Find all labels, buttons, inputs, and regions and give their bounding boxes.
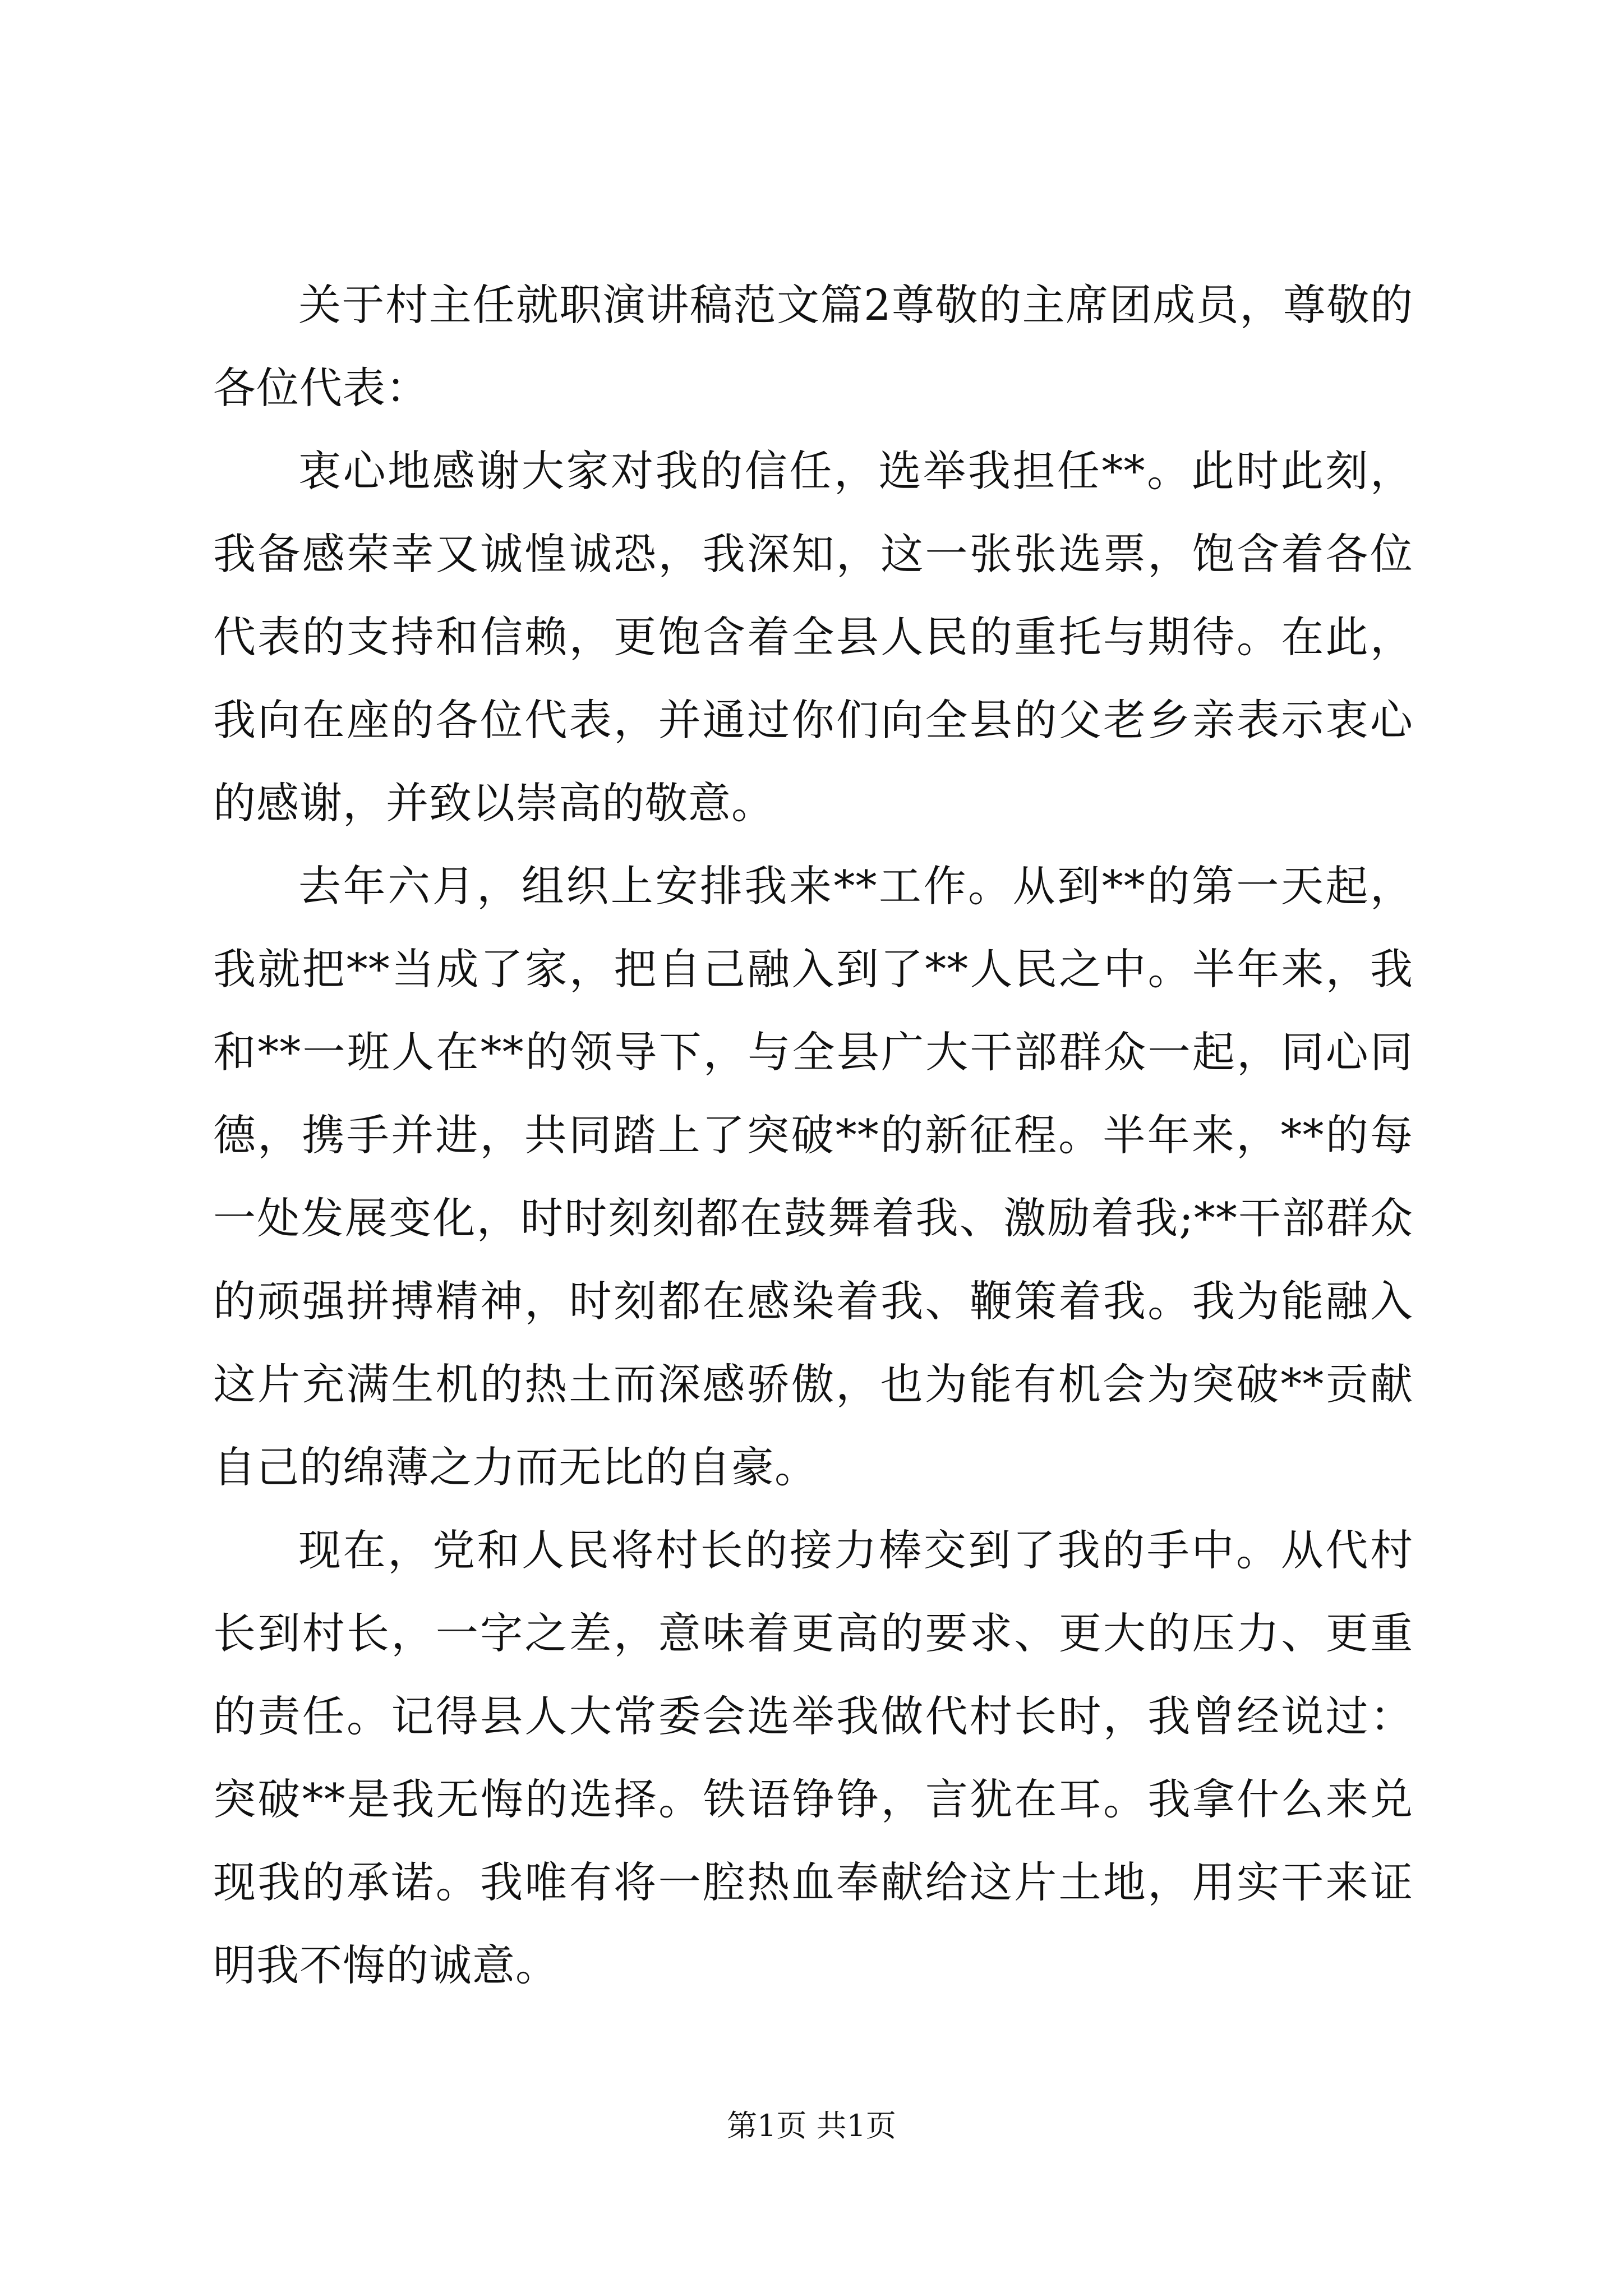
- paragraph-2: 衷心地感谢大家对我的信任，选举我担任**。此时此刻，我备感荣幸又诚惶诚恐，我深知，这一张张选票，饱含着各位代表的支持和信赖，更饱含着全县人民的重托与期待。在此，我向在座的各位代表，并通过你们向全县的父老乡亲表示衷心的感谢，并致以崇高的敬意。: [213, 446, 1413, 828]
- paragraph-3: 去年六月，组织上安排我来**工作。从到**的第一天起，我就把**当成了家，把自己融入到了**人民之中。半年来，我和**一班人在**的领导下，与全县广大干部群众一起，同心同德，携手并进，共同踏上了突破**的新征程。半年来，**的每一处发展变化，时时刻刻都在鼓舞着我、激励着我;**干部群众的顽强拼搏精神，时刻都在感染着我、鞭策着我。我为能融入这片充满生机的热土而深感骄傲，也为能有机会为突破**贡献自己的绵薄之力而无比的自豪。: [213, 861, 1413, 1492]
- page-footer: 第1页 共1页: [727, 2108, 896, 2143]
- paragraph-4: 现在，党和人民将村长的接力棒交到了我的手中。从代村长到村长，一字之差，意味着更高的要求、更大的压力、更重的责任。记得县人大常委会选举我做代村长时，我曾经说过：突破**是我无悔的选择。铁语铮铮，言犹在耳。我拿什么来兑现我的承诺。我唯有将一腔热血奉献给这片土地，用实干来证明我不悔的诚意。: [213, 1525, 1413, 1990]
- document-body: [213, 264, 1413, 2007]
- paragraph-1: 关于村主任就职演讲稿范文篇2尊敬的主席团成员，尊敬的各位代表：: [213, 280, 1413, 413]
